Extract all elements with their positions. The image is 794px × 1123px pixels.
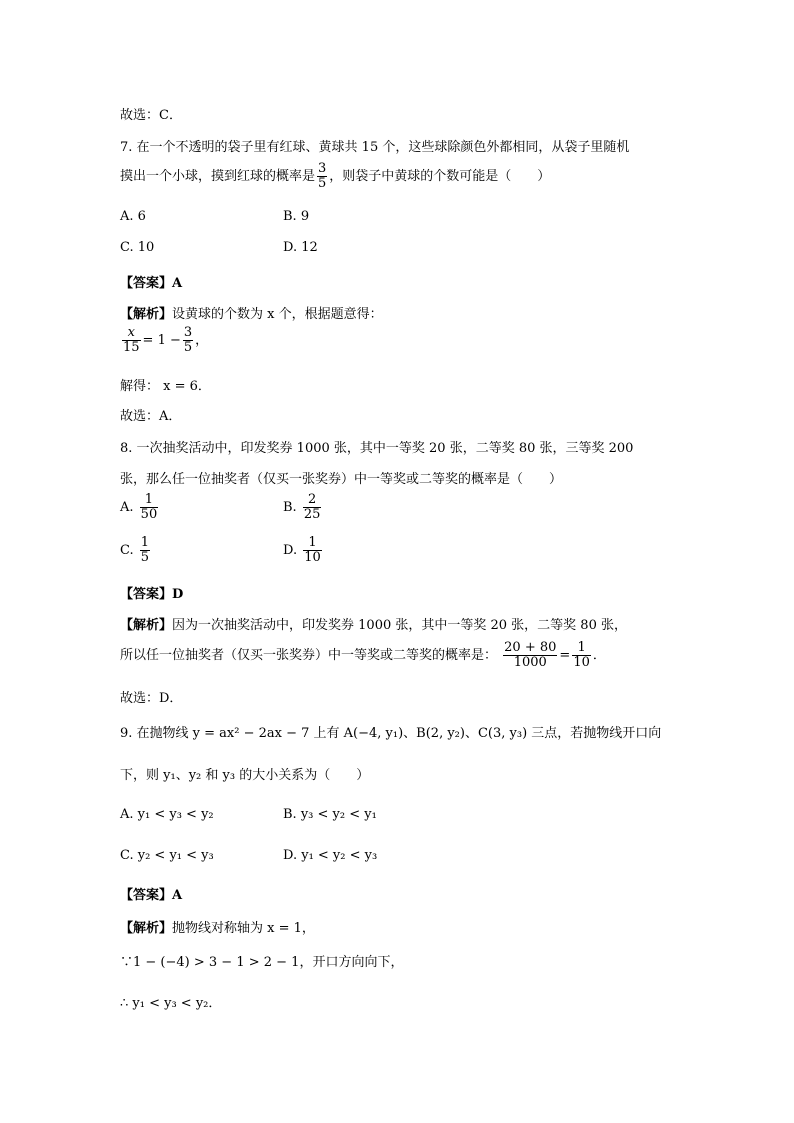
q8-prob-fraction: $\frac{20 + 80}{1000}$ xyxy=(504,640,557,670)
q7-option-a: A. 6 xyxy=(120,209,146,224)
q7-analysis-text: 设黄球的个数为 x 个，根据题意得： xyxy=(172,307,383,322)
q9-analysis-label: 【解析】 xyxy=(120,921,173,936)
q8-option-c: C. $\frac{1}{5}$ xyxy=(120,535,150,565)
q8-prob-result: $\frac{1}{10}$ xyxy=(573,640,590,670)
q7-stem-line2 xyxy=(120,162,550,191)
q8-option-a: A. $\frac{1}{50}$ xyxy=(120,492,158,522)
q7-stem-text: 摸出一个小球，摸到红球的概率是 xyxy=(120,169,316,184)
q9-analysis xyxy=(120,917,315,936)
q8-option-d: D. $\frac{1}{10}$ xyxy=(283,535,321,565)
q9-option-b: B. y₃ < y₂ < y₁ xyxy=(283,807,377,822)
q8-option-b: B. $\frac{2}{25}$ xyxy=(283,492,321,522)
q7-eq-fraction-right: $\frac{3}{5}$ xyxy=(183,325,193,355)
q7-choose: 故选：A． xyxy=(120,409,182,424)
q8-stem-line2: 张，那么任一位抽奖者（仅买一张奖券）中一等奖或二等奖的概率是（ ） xyxy=(120,472,563,487)
q9-option-d: D. y₁ < y₂ < y₃ xyxy=(283,848,378,863)
q9-analysis-text: 抛物线对称轴为 x = 1， xyxy=(172,921,315,936)
q8-answer: 【答案】D xyxy=(120,587,184,602)
q8-probability: 所以任一位抽奖者（仅买一张奖券）中一等奖或二等奖的概率是： $\frac{20 + 80}{1000}$ = $\frac{1}{10}$ ． xyxy=(120,640,606,670)
q7-stem-text-end: ，则袋子中黄球的个数可能是（ ） xyxy=(329,169,551,184)
q7-analysis xyxy=(120,303,383,322)
q7-answer: 【答案】A xyxy=(120,276,183,291)
q9-step1: ∵1 − (−4) > 3 − 1 > 2 − 1，开口方向向下， xyxy=(120,955,404,970)
q7-eq-fraction-left: $\frac{x}{15}$ xyxy=(123,325,140,355)
q7-option-c: C. 10 xyxy=(120,240,155,255)
q7-option-d: D. 12 xyxy=(283,240,318,255)
q7-fraction: $\frac{3}{5}$ xyxy=(318,161,327,191)
q6-choose: 故选：C． xyxy=(120,108,182,123)
q9-stem-line1: 9. 在抛物线 y = ax² − 2ax − 7 上有 A(−4, y₁)、B(2, y₂)、C(3, y₃) 三点，若抛物线开口向 xyxy=(120,726,662,741)
q7-option-b: B. 9 xyxy=(283,209,310,224)
q7-equation: $\frac{x}{15}$ = 1 − $\frac{3}{5}$ ， xyxy=(123,325,209,355)
q7-solve: 解得： x = 6． xyxy=(120,379,211,394)
q8-choose: 故选：D． xyxy=(120,691,183,706)
q8-stem-line1: 8. 一次抽奖活动中，印发奖券 1000 张，其中一等奖 20 张，二等奖 80 张，三等奖 200 xyxy=(120,441,634,456)
q7-analysis-label: 【解析】 xyxy=(120,307,173,322)
q9-stem-line2: 下，则 y₁、y₂ 和 y₃ 的大小关系为（ ） xyxy=(120,768,370,783)
q9-option-a: A. y₁ < y₃ < y₂ xyxy=(120,807,214,822)
q8-analysis xyxy=(120,614,627,633)
q9-answer: 【答案】A xyxy=(120,888,183,903)
q9-option-c: C. y₂ < y₁ < y₃ xyxy=(120,848,214,863)
q9-step2: ∴ y₁ < y₃ < y₂． xyxy=(120,996,222,1011)
q8-analysis-text: 因为一次抽奖活动中，印发奖券 1000 张，其中一等奖 20 张，二等奖 80 张， xyxy=(172,618,627,633)
q7-stem-line1: 7. 在一个不透明的袋子里有红球、黄球共 15 个，这些球除颜色外都相同，从袋子里随机 xyxy=(120,140,630,155)
q8-analysis-label: 【解析】 xyxy=(120,618,173,633)
